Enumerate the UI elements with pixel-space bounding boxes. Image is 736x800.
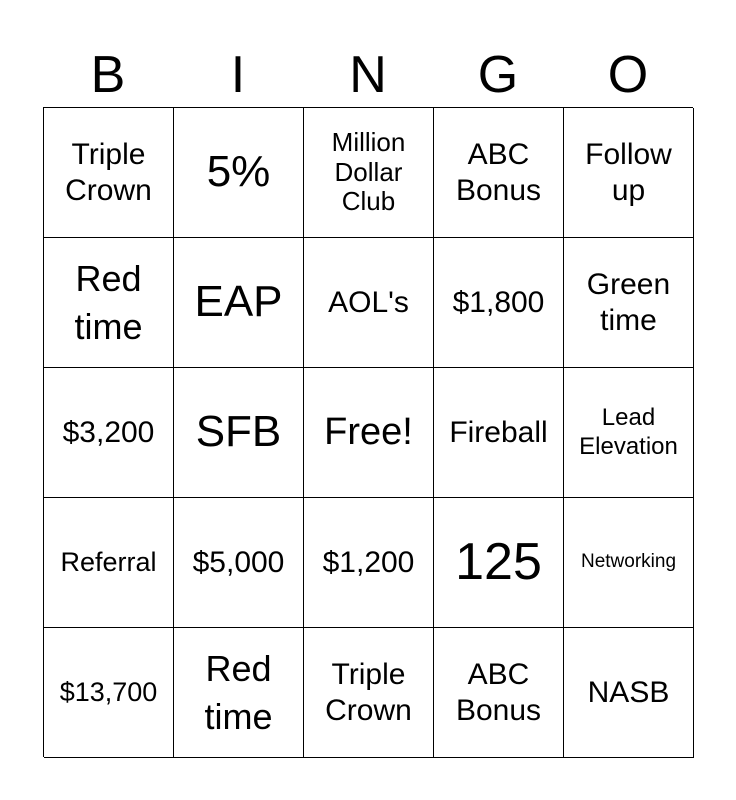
cell-label: $5,000 [192, 545, 285, 579]
cell-label: Green time [586, 267, 671, 337]
bingo-cell-r4c3[interactable] [304, 498, 434, 628]
bingo-cell-r5c1[interactable] [44, 628, 174, 758]
cell-label: ABC Bonus [455, 137, 542, 207]
bingo-cell-r5c3[interactable] [304, 628, 434, 758]
bingo-cell-r2c3[interactable] [304, 238, 434, 368]
cell-label: Red time [204, 647, 273, 737]
bingo-cell-r2c4[interactable] [434, 238, 564, 368]
cell-label: $3,200 [62, 415, 155, 449]
cell-label: Lead Elevation [579, 403, 678, 460]
cell-label: NASB [587, 675, 670, 709]
bingo-board [43, 107, 693, 757]
cell-label: Red time [74, 257, 143, 347]
bingo-cell-r4c1[interactable] [44, 498, 174, 628]
cell-label: $1,800 [452, 285, 545, 319]
bingo-header [43, 42, 693, 108]
bingo-cell-r1c4[interactable] [434, 108, 564, 238]
bingo-cell-r2c2[interactable] [174, 238, 304, 368]
cell-label: EAP [194, 277, 283, 327]
cell-label: Referral [60, 547, 157, 578]
bingo-cell-r3c4[interactable] [434, 368, 564, 498]
bingo-cell-r4c2[interactable] [174, 498, 304, 628]
cell-label: Free! [324, 410, 413, 453]
bingo-cell-r5c4[interactable] [434, 628, 564, 758]
bingo-cell-r1c1[interactable] [44, 108, 174, 238]
bingo-cell-r3c2[interactable] [174, 368, 304, 498]
header-letter-o: O [607, 46, 649, 104]
cell-label: ABC Bonus [455, 657, 542, 727]
bingo-cell-r5c2[interactable] [174, 628, 304, 758]
cell-label: Triple Crown [65, 137, 152, 207]
cell-label: Million Dollar Club [331, 126, 406, 217]
bingo-cell-r2c5[interactable] [564, 238, 694, 368]
cell-label: $13,700 [59, 677, 158, 708]
header-letter-i: I [230, 46, 246, 104]
bingo-cell-r4c4[interactable] [434, 498, 564, 628]
cell-label: AOL's [328, 285, 409, 319]
bingo-cell-r2c1[interactable] [44, 238, 174, 368]
cell-label: Fireball [449, 415, 548, 449]
bingo-cell-r5c5[interactable] [564, 628, 694, 758]
header-letter-g: G [477, 46, 519, 104]
bingo-cell-r3c5[interactable] [564, 368, 694, 498]
cell-label: $1,200 [322, 545, 415, 579]
cell-label: Triple Crown [325, 657, 412, 727]
header-letter-b: B [90, 46, 126, 104]
cell-label: 125 [455, 533, 542, 592]
bingo-cell-r1c2[interactable] [174, 108, 304, 238]
bingo-cell-r1c5[interactable] [564, 108, 694, 238]
cell-label: Follow up [585, 137, 672, 207]
bingo-cell-r3c1[interactable] [44, 368, 174, 498]
cell-label: SFB [195, 407, 282, 457]
cell-label: Networking [580, 551, 677, 573]
bingo-cell-r3c3[interactable] [304, 368, 434, 498]
bingo-cell-r1c3[interactable] [304, 108, 434, 238]
cell-label: 5% [206, 147, 271, 197]
bingo-cell-r4c5[interactable] [564, 498, 694, 628]
header-letter-n: N [349, 46, 387, 104]
